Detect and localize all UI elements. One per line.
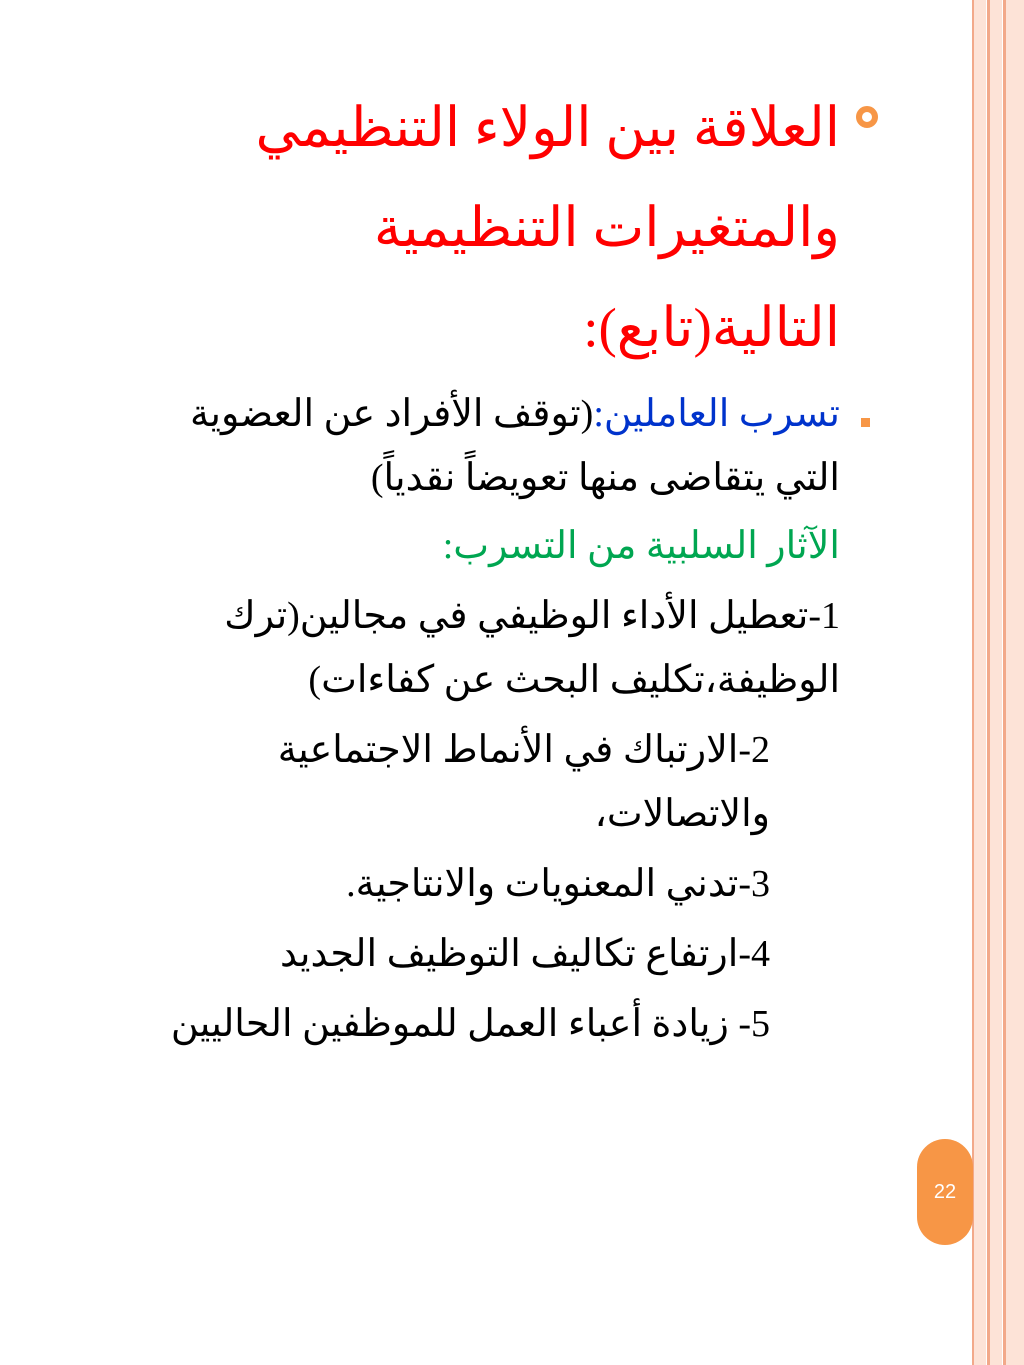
list-item: 1-تعطيل الأداء الوظيفي في مجالين(ترك الوظيفة،تكليف البحث عن كفاءات) — [224, 595, 840, 701]
slide-number-badge — [917, 1139, 973, 1245]
list-item: 3-تدني المعنويات والانتاجية. — [346, 863, 770, 905]
list-item: 5- زيادة أعباء العمل للموظفين الحاليين — [170, 1003, 770, 1045]
term-label: تسرب العاملين: — [593, 393, 840, 435]
slide-number: 22 — [933, 1180, 957, 1203]
slide-content — [120, 382, 878, 1056]
subheading: الآثار السلبية من التسرب: — [442, 525, 840, 567]
border-stripe — [974, 0, 986, 1365]
term-paragraph — [120, 382, 840, 510]
term-definition: (توقف الأفراد عن العضوية التي يتقاضى منها تعويضاً نقدياً) — [190, 393, 840, 499]
slide-title-block — [120, 78, 878, 378]
circle-bullet-icon — [856, 106, 878, 128]
border-stripe — [990, 0, 1002, 1365]
list-item: 2-الارتباك في الأنماط الاجتماعية والاتصالات، — [277, 729, 770, 835]
square-bullet-icon — [861, 418, 870, 427]
list-item: 4-ارتفاع تكاليف التوظيف الجديد — [279, 933, 770, 975]
slide-title: العلاقة بين الولاء التنظيمي والمتغيرات التنظيمية التالية(تابع): — [255, 97, 840, 358]
border-stripe — [1006, 0, 1024, 1365]
